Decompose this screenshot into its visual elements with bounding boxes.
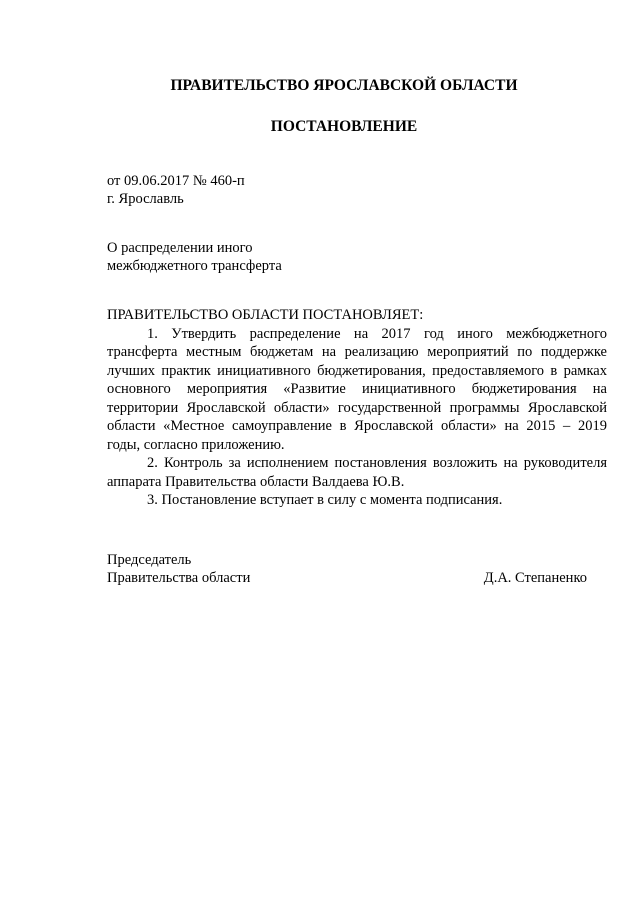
document-type-title: ПОСТАНОВЛЕНИЕ [270, 118, 418, 135]
date-number: от 09.06.2017 № 460-п [107, 173, 245, 189]
subject-line-1: О распределении иного [107, 240, 253, 256]
document-body [107, 306, 607, 510]
signature-title-line-1: Председатель [107, 552, 192, 568]
paragraph-1: 1. Утвердить распределение на 2017 год иного межбюджетного трансферта местным бюджетам на реализацию мероприятий по поддержке лучших практик инициативного бюджетирования, предоставляемого в рамках основного мероприятия «Развитие инициативного бюджетирования на территории Ярославской области» государственной программы Ярославской области «Местное самоуправление в Ярославской области» на 2015 – 2019 годы, согласно приложению. [107, 325, 607, 453]
preamble: ПРАВИТЕЛЬСТВО ОБЛАСТИ ПОСТАНОВЛЯЕТ: [107, 307, 424, 323]
signature-title-line-2: Правительства области [107, 570, 251, 586]
signatory-name: Д.А. Степаненко [483, 570, 587, 586]
organization-title: ПРАВИТЕЛЬСТВО ЯРОСЛАВСКОЙ ОБЛАСТИ [170, 77, 518, 94]
signature-row [107, 569, 587, 587]
subject-line-2: межбюджетного трансферта [107, 258, 282, 274]
city: г. Ярославль [107, 191, 184, 207]
paragraph-2: 2. Контроль за исполнением постановления возложить на руководителя аппарата Правительства области Валдаева Ю.В. [107, 455, 607, 490]
paragraph-3: 3. Постановление вступает в силу с момента подписания. [147, 492, 503, 508]
